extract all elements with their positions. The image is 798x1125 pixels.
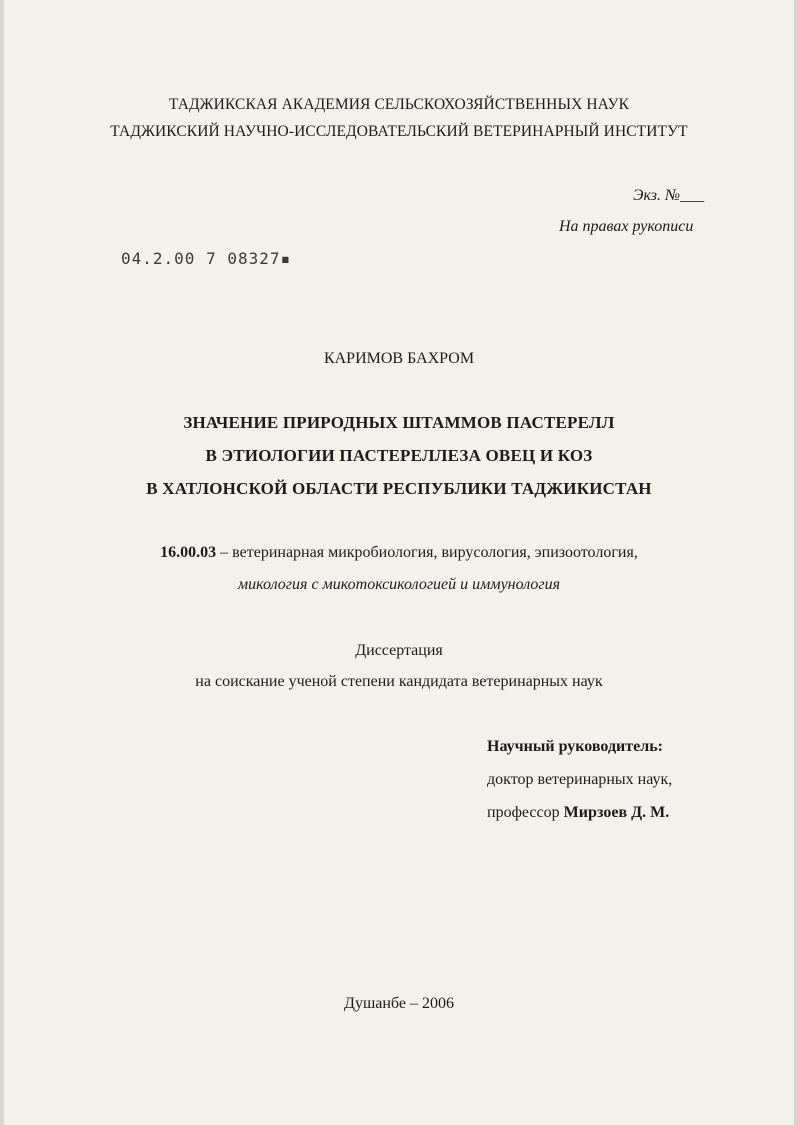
specialty-code: 16.00.03 [160, 544, 217, 561]
city-year: Душанбе – 2006 [344, 995, 454, 1012]
specialty-text-1: – ветеринарная микробиология, вирусология, эпизоотология, [216, 544, 638, 561]
manuscript-rights-note: На правах рукописи [559, 218, 694, 235]
supervisor-degree: доктор ветеринарных наук, [487, 771, 673, 788]
document-type: Диссертация [355, 642, 443, 659]
supervisor-heading: Научный руководитель: [487, 738, 663, 755]
institute-name: ТАДЖИКСКИЙ НАУЧНО-ИССЛЕДОВАТЕЛЬСКИЙ ВЕТЕРИНАРНЫЙ ИНСТИТУТ [110, 123, 688, 140]
academy-name: ТАДЖИКСКАЯ АКАДЕМИЯ СЕЛЬСКОХОЗЯЙСТВЕННЫХ НАУК [168, 96, 630, 113]
title-line-1: ЗНАЧЕНИЕ ПРИРОДНЫХ ШТАММОВ ПАСТЕРЕЛЛ [183, 413, 615, 432]
supervisor-name: Мирзоев Д. М. [563, 804, 670, 821]
author-name: КАРИМОВ БАХРОМ [323, 350, 475, 367]
specialty-line-1 [0, 544, 798, 562]
right-page-edge [794, 0, 798, 1125]
specialty-line-2: микология с микотоксикологией и иммунология [237, 576, 561, 593]
title-line-3: В ХАТЛОНСКОЙ ОБЛАСТИ РЕСПУБЛИКИ ТАДЖИКИСТАН [146, 479, 652, 498]
supervisor-line [487, 804, 669, 822]
left-page-edge [0, 0, 4, 1125]
degree-statement: на соискание ученой степени кандидата ветеринарных наук [195, 673, 603, 690]
stamp-number-text: 04.2.00 7 08327 [121, 249, 281, 268]
title-line-2: В ЭТИОЛОГИИ ПАСТЕРЕЛЛЕЗА ОВЕЦ И КОЗ [205, 446, 593, 465]
library-stamp-number [121, 249, 291, 268]
copy-number: Экз. №___ [633, 187, 705, 204]
stamp-dot-icon: ▪ [280, 249, 292, 268]
supervisor-title: профессор [487, 804, 564, 821]
